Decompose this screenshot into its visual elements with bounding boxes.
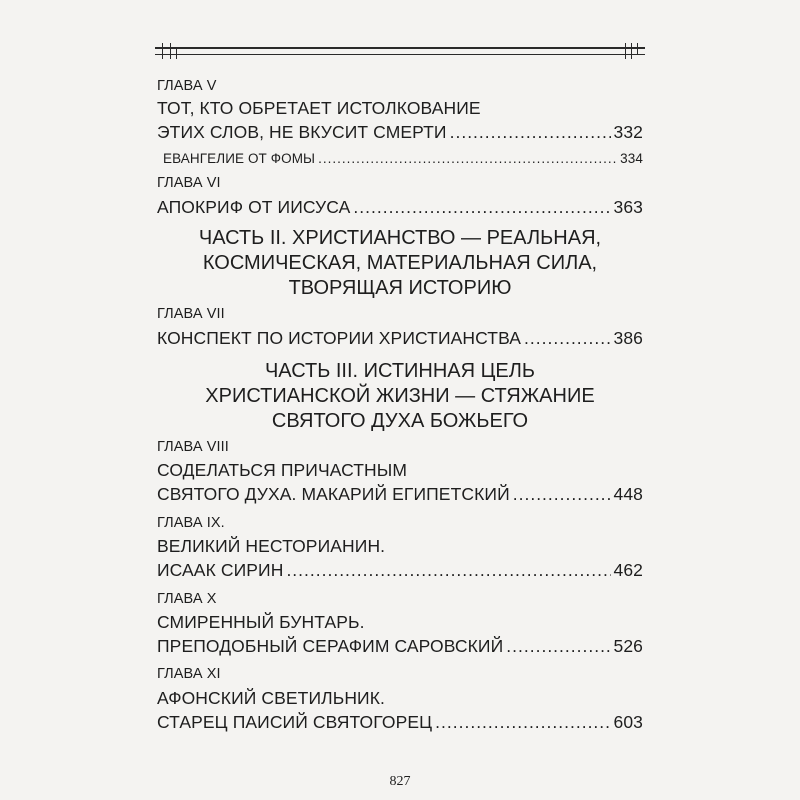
chapter-label: ГЛАВА XI xyxy=(157,666,221,682)
toc-entry[interactable] xyxy=(163,148,643,170)
dot-leader xyxy=(435,711,610,733)
page-ref: 334 xyxy=(620,151,643,166)
chapter-title: СОДЕЛАТЬСЯ ПРИЧАСТНЫМ xyxy=(157,460,408,480)
page-ref: 603 xyxy=(613,712,643,732)
chapter-title: ТОТ, КТО ОБРЕТАЕТ ИСТОЛКОВАНИЕ xyxy=(157,98,481,118)
dot-leader xyxy=(513,483,611,505)
dot-leader xyxy=(506,635,610,657)
chapter-title: ВЕЛИКИЙ НЕСТОРИАНИН. xyxy=(157,536,386,556)
dot-leader xyxy=(524,327,610,349)
chapter-label: ГЛАВА VII xyxy=(157,306,225,322)
page-number: 827 xyxy=(389,774,411,789)
toc-entry[interactable] xyxy=(157,121,643,143)
dot-leader xyxy=(450,121,611,143)
page-ref: 332 xyxy=(613,122,643,142)
chapter-label: ГЛАВА X xyxy=(157,591,217,607)
toc-entry[interactable] xyxy=(157,483,643,505)
chapter-title: СВЯТОГО ДУХА. МАКАРИЙ ЕГИПЕТСКИЙ xyxy=(157,484,510,504)
toc-entry[interactable] xyxy=(157,711,643,733)
page-ref: 462 xyxy=(613,560,643,580)
part-heading: ТВОРЯЩАЯ ИСТОРИЮ xyxy=(288,277,512,299)
chapter-label: ГЛАВА IX. xyxy=(157,515,225,531)
toc-entry[interactable] xyxy=(157,327,643,349)
chapter-title: СМИРЕННЫЙ БУНТАРЬ. xyxy=(157,612,365,632)
chapter-title: КОНСПЕКТ ПО ИСТОРИИ ХРИСТИАНСТВА xyxy=(157,328,522,348)
toc-entry[interactable] xyxy=(157,635,643,657)
page-ref: 448 xyxy=(613,484,643,504)
page-ref: 363 xyxy=(613,197,643,217)
page-ref: 526 xyxy=(613,636,643,656)
part-heading: СВЯТОГО ДУХА БОЖЬЕГО xyxy=(271,410,529,432)
part-heading: ЧАСТЬ III. ИСТИННАЯ ЦЕЛЬ xyxy=(264,360,536,382)
chapter-title: АФОНСКИЙ СВЕТИЛЬНИК. xyxy=(157,688,385,708)
dot-leader xyxy=(318,148,617,170)
dot-leader xyxy=(286,559,610,581)
part-heading: КОСМИЧЕСКАЯ, МАТЕРИАЛЬНАЯ СИЛА, xyxy=(202,252,598,274)
chapter-title: СТАРЕЦ ПАИСИЙ СВЯТОГОРЕЦ xyxy=(157,712,433,732)
toc-entry[interactable] xyxy=(157,559,643,581)
chapter-title: ИСААК СИРИН xyxy=(157,560,284,580)
chapter-label: ГЛАВА VI xyxy=(157,175,221,191)
chapter-title: АПОКРИФ ОТ ИИСУСА xyxy=(157,197,351,217)
chapter-title: ЭТИХ СЛОВ, НЕ ВКУСИТ СМЕРТИ xyxy=(157,122,447,142)
page-ref: 386 xyxy=(613,328,643,348)
part-heading: ХРИСТИАНСКОЙ ЖИЗНИ — СТЯЖАНИЕ xyxy=(205,385,595,407)
section-title: ЕВАНГЕЛИЕ ОТ ФОМЫ xyxy=(163,151,316,166)
chapter-label: ГЛАВА V xyxy=(157,78,217,94)
toc-entry[interactable] xyxy=(157,196,643,218)
part-heading: ЧАСТЬ II. ХРИСТИАНСТВО — РЕАЛЬНАЯ, xyxy=(198,227,602,249)
chapter-title: ПРЕПОДОБНЫЙ СЕРАФИМ САРОВСКИЙ xyxy=(157,636,504,656)
chapter-label: ГЛАВА VIII xyxy=(157,439,229,455)
dot-leader xyxy=(353,196,610,218)
